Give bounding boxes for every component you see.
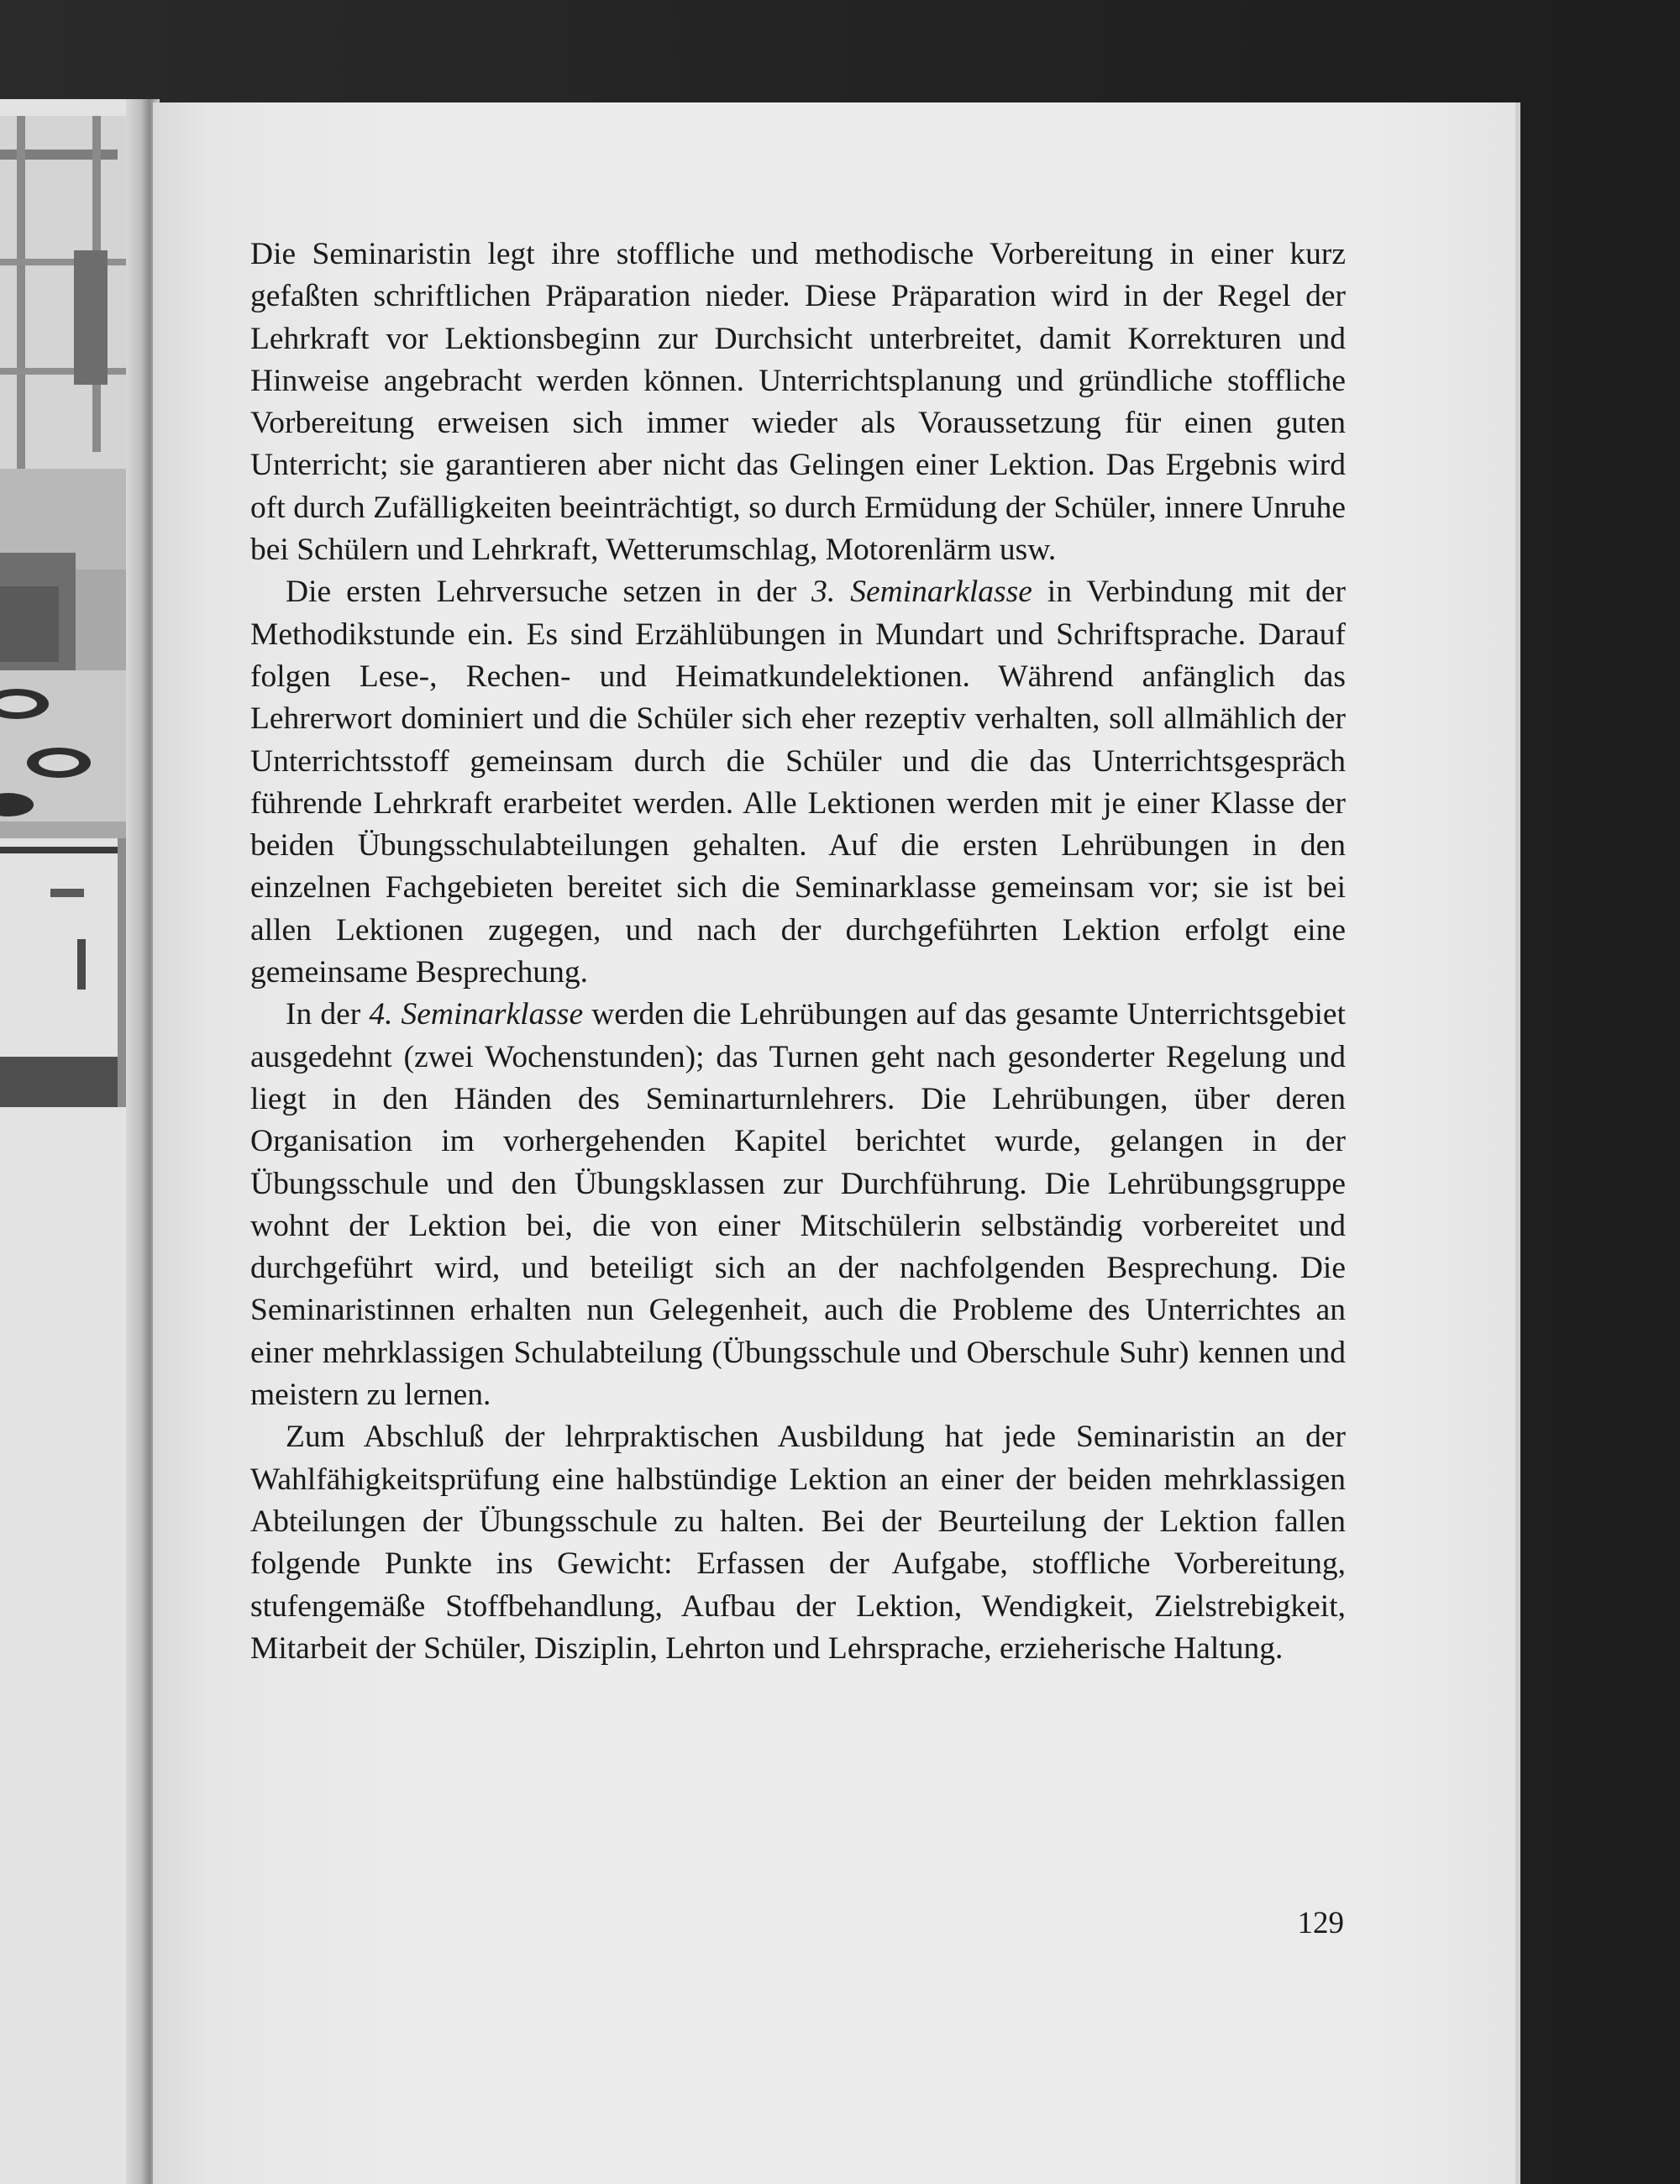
page-edge — [1515, 102, 1520, 2184]
emphasis-seminarklasse-3: 3. Seminarklasse — [811, 575, 1032, 610]
paragraph-1 — [250, 234, 1346, 571]
kitchen-photo-fragment — [0, 116, 136, 1107]
paragraph-text: in Verbindung mit der Methodikstunde ein. Es sind Erzählübungen in Mundart und Schriftsprache. Darauf folgen Lese-, Rechen- und Heimatkundelektionen. Während anfänglich das Lehrerwort dominiert und die Schüler sich eher rezeptiv verhalten, soll allmählich der Unterrichtsstoff gemeinsam durch die Schüler und die das Unterrichtsgespräch führende Lehrkraft erarbeitet werden. Alle Lektionen werden mit je einer Klasse der beiden Übungsschulabteilungen gehalten. Auf die ersten Lehrübungen in den einzelnen Fachgebieten bereitet sich die Seminarklasse gemeinsam vor; sie ist bei allen Lektionen zugegen, und nach der durchgeführten Lektion erfolgt eine gemeinsame Besprechung. — [250, 575, 1346, 990]
paragraph-4 — [250, 1416, 1346, 1670]
paragraph-text: Die ersten Lehrversuche setzen in der — [286, 575, 812, 610]
page-number: 129 — [1297, 1906, 1344, 1940]
body-text — [250, 234, 1346, 1670]
paragraph-text: werden die Lehrübungen auf das gesamte Unterrichtsgebiet ausgedehnt (zwei Wochenstunden); das Turnen geht nach gesonderter Regelung und liegt in den Händen des Seminarturnlehrers. Die Lehrübungen, über deren Organisation im vorhergehenden Kapitel berichtet wurde, gelangen in der Übungsschule und den Übungsklassen zur Durchführung. Die Lehrübungsgruppe wohnt der Lektion bei, die von einer Mitschülerin selbständig vorbereitet und durchgeführt wird, und beteiligt sich an der nachfolgenden Besprechung. Die Seminaristinnen erhalten nun Gelegenheit, auch die Probleme des Unterrichtes an einer mehrklassigen Schulabteilung (Übungsschule und Oberschule Suhr) kennen und meistern zu lernen. — [250, 997, 1346, 1413]
paragraph-text: Die Seminaristin legt ihre stoffliche und methodische Vorbereitung in einer kurz gefaßten schriftlichen Präparation nieder. Diese Präparation wird in der Regel der Lehrkraft vor Lektionsbeginn zur Durchsicht unterbreitet, damit Korrekturen und Hinweise angebracht werden können. Unterrichtsplanung und gründliche stoffliche Vorbereitung erweisen sich immer wieder als Voraussetzung für einen guten Unterricht; sie garantieren aber nicht das Gelingen einer Lektion. Das Ergebnis wird oft durch Zufälligkeiten beeinträchtigt, so durch Ermüdung der Schüler, innere Unruhe bei Schülern und Lehrkraft, Wetterumschlag, Motorenlärm usw. — [250, 237, 1346, 568]
paragraph-3 — [250, 994, 1346, 1416]
emphasis-seminarklasse-4: 4. Seminarklasse — [369, 997, 584, 1032]
paragraph-text: Zum Abschluß der lehrpraktischen Ausbildung hat jede Seminaristin an der Wahlfähigkeitsprüfung eine halbstündige Lektion an einer der beiden mehrklassigen Abteilungen der Übungsschule zu halten. Bei der Beurteilung der Lektion fallen folgende Punkte ins Gewicht: Erfassen der Aufgabe, stoffliche Vorbereitung, stufengemäße Stoffbehandlung, Aufbau der Lektion, Wendigkeit, Zielstrebigkeit, Mitarbeit der Schüler, Disziplin, Lehrton und Lehrsprache, erzieherische Haltung. — [250, 1420, 1346, 1666]
paragraph-text: In der — [286, 997, 370, 1032]
paragraph-2 — [250, 571, 1346, 994]
